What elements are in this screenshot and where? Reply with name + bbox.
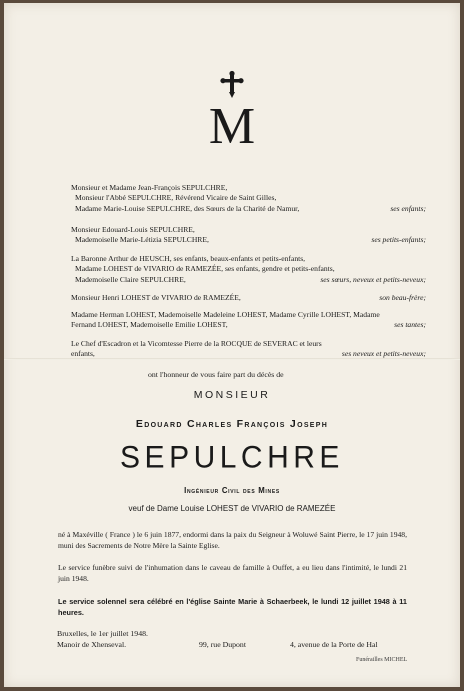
family-line: Monsieur Edouard-Louis SEPULCHRE, (71, 225, 195, 234)
undertaker-credit: Funérailles MICHEL (356, 657, 408, 663)
family-line: Mademoiselle Claire SEPULCHRE, ses sœurs, neveux et petits-neveux; (75, 274, 426, 284)
family-line: Madame LOHEST de VIVARIO de RAMEZÉE, ses enfants, gendre et petits-enfants, (75, 264, 335, 274)
family-line: Mademoiselle Marie-Létizia SEPULCHRE, ses petits-enfants; (75, 235, 426, 245)
widower-line: veuf de Dame Louise LOHEST de VIVARIO de RAMEZÉE (128, 504, 336, 513)
family-line: Monsieur et Madame Jean-François SEPULCHRE, (71, 183, 228, 192)
address-porte-de-hal: 4, avenue de la Porte de Hal (290, 640, 378, 649)
funeral-paragraph: Le service funèbre suivi de l'inhumation dans le caveau de famille à Ouffet, a eu lieu dans l'intimité, le lundi 21 juin 1948. (58, 563, 407, 583)
family-line: Madame Herman LOHEST, Mademoiselle Madeleine LOHEST, Madame Cyrille LOHEST, Madame (71, 310, 380, 319)
family-line: Monsieur l'Abbé SEPULCHRE, Révérend Vicaire de Saint Gilles, (75, 193, 277, 203)
family-line: Monsieur Henri LOHEST de VIVARIO de RAMEZÉE, son beau-frère; (71, 293, 426, 302)
monogram-letter: M (208, 98, 256, 148)
family-line: Madame Marie-Louise SEPULCHRE, des Sœurs de la Charité de Namur, ses enfants; (75, 203, 426, 213)
family-line: Le Chef d'Escadron et la Vicomtesse Pierre de la ROCQUE de SEVERAC et leurs (71, 339, 322, 348)
announcement-line: ont l'honneur de vous faire part du décès de (148, 370, 284, 379)
profession: Ingénieur Civil des Mines (184, 486, 280, 495)
family-group-nephews (71, 339, 426, 360)
monogram (0, 70, 464, 148)
deceased-title: MONSIEUR (193, 389, 271, 401)
family-group-sisters (71, 254, 426, 285)
family-group-aunts (71, 310, 426, 331)
manor-address: Manoir de Xhenseval. (57, 640, 127, 649)
family-group-brother-in-law (71, 293, 426, 303)
birth-death-paragraph: né à Maxéville ( France ) le 6 juin 1877, endormi dans la paix du Seigneur à Woluwé Saint Pierre, le 17 juin 1948, muni des Sacrements de Notre Mère la Sainte Eglise. (58, 530, 407, 550)
family-line: La Baronne Arthur de HEUSCH, ses enfants, beaux-enfants et petits-enfants, (71, 254, 306, 263)
family-line: Fernand LOHEST, Mademoiselle Emilie LOHEST, ses tantes; (71, 320, 426, 330)
place-date: Bruxelles, le 1er juillet 1948. (57, 629, 148, 638)
deceased-surname: SEPULCHRE (120, 440, 344, 475)
family-group-grandchildren (71, 225, 426, 246)
address-dupont: 99, rue Dupont (199, 640, 246, 649)
family-group-children (71, 183, 426, 214)
deceased-given-names: Edouard Charles François Joseph (135, 418, 329, 430)
family-line: enfants, ses neveux et petits-neveux; (71, 349, 426, 359)
cross-monogram-emblem (202, 70, 262, 148)
solemn-service-paragraph: Le service solennel sera célébré en l'église Sainte Marie à Schaerbeek, le lundi 12 juillet 1948 à 11 heures. (58, 597, 407, 617)
